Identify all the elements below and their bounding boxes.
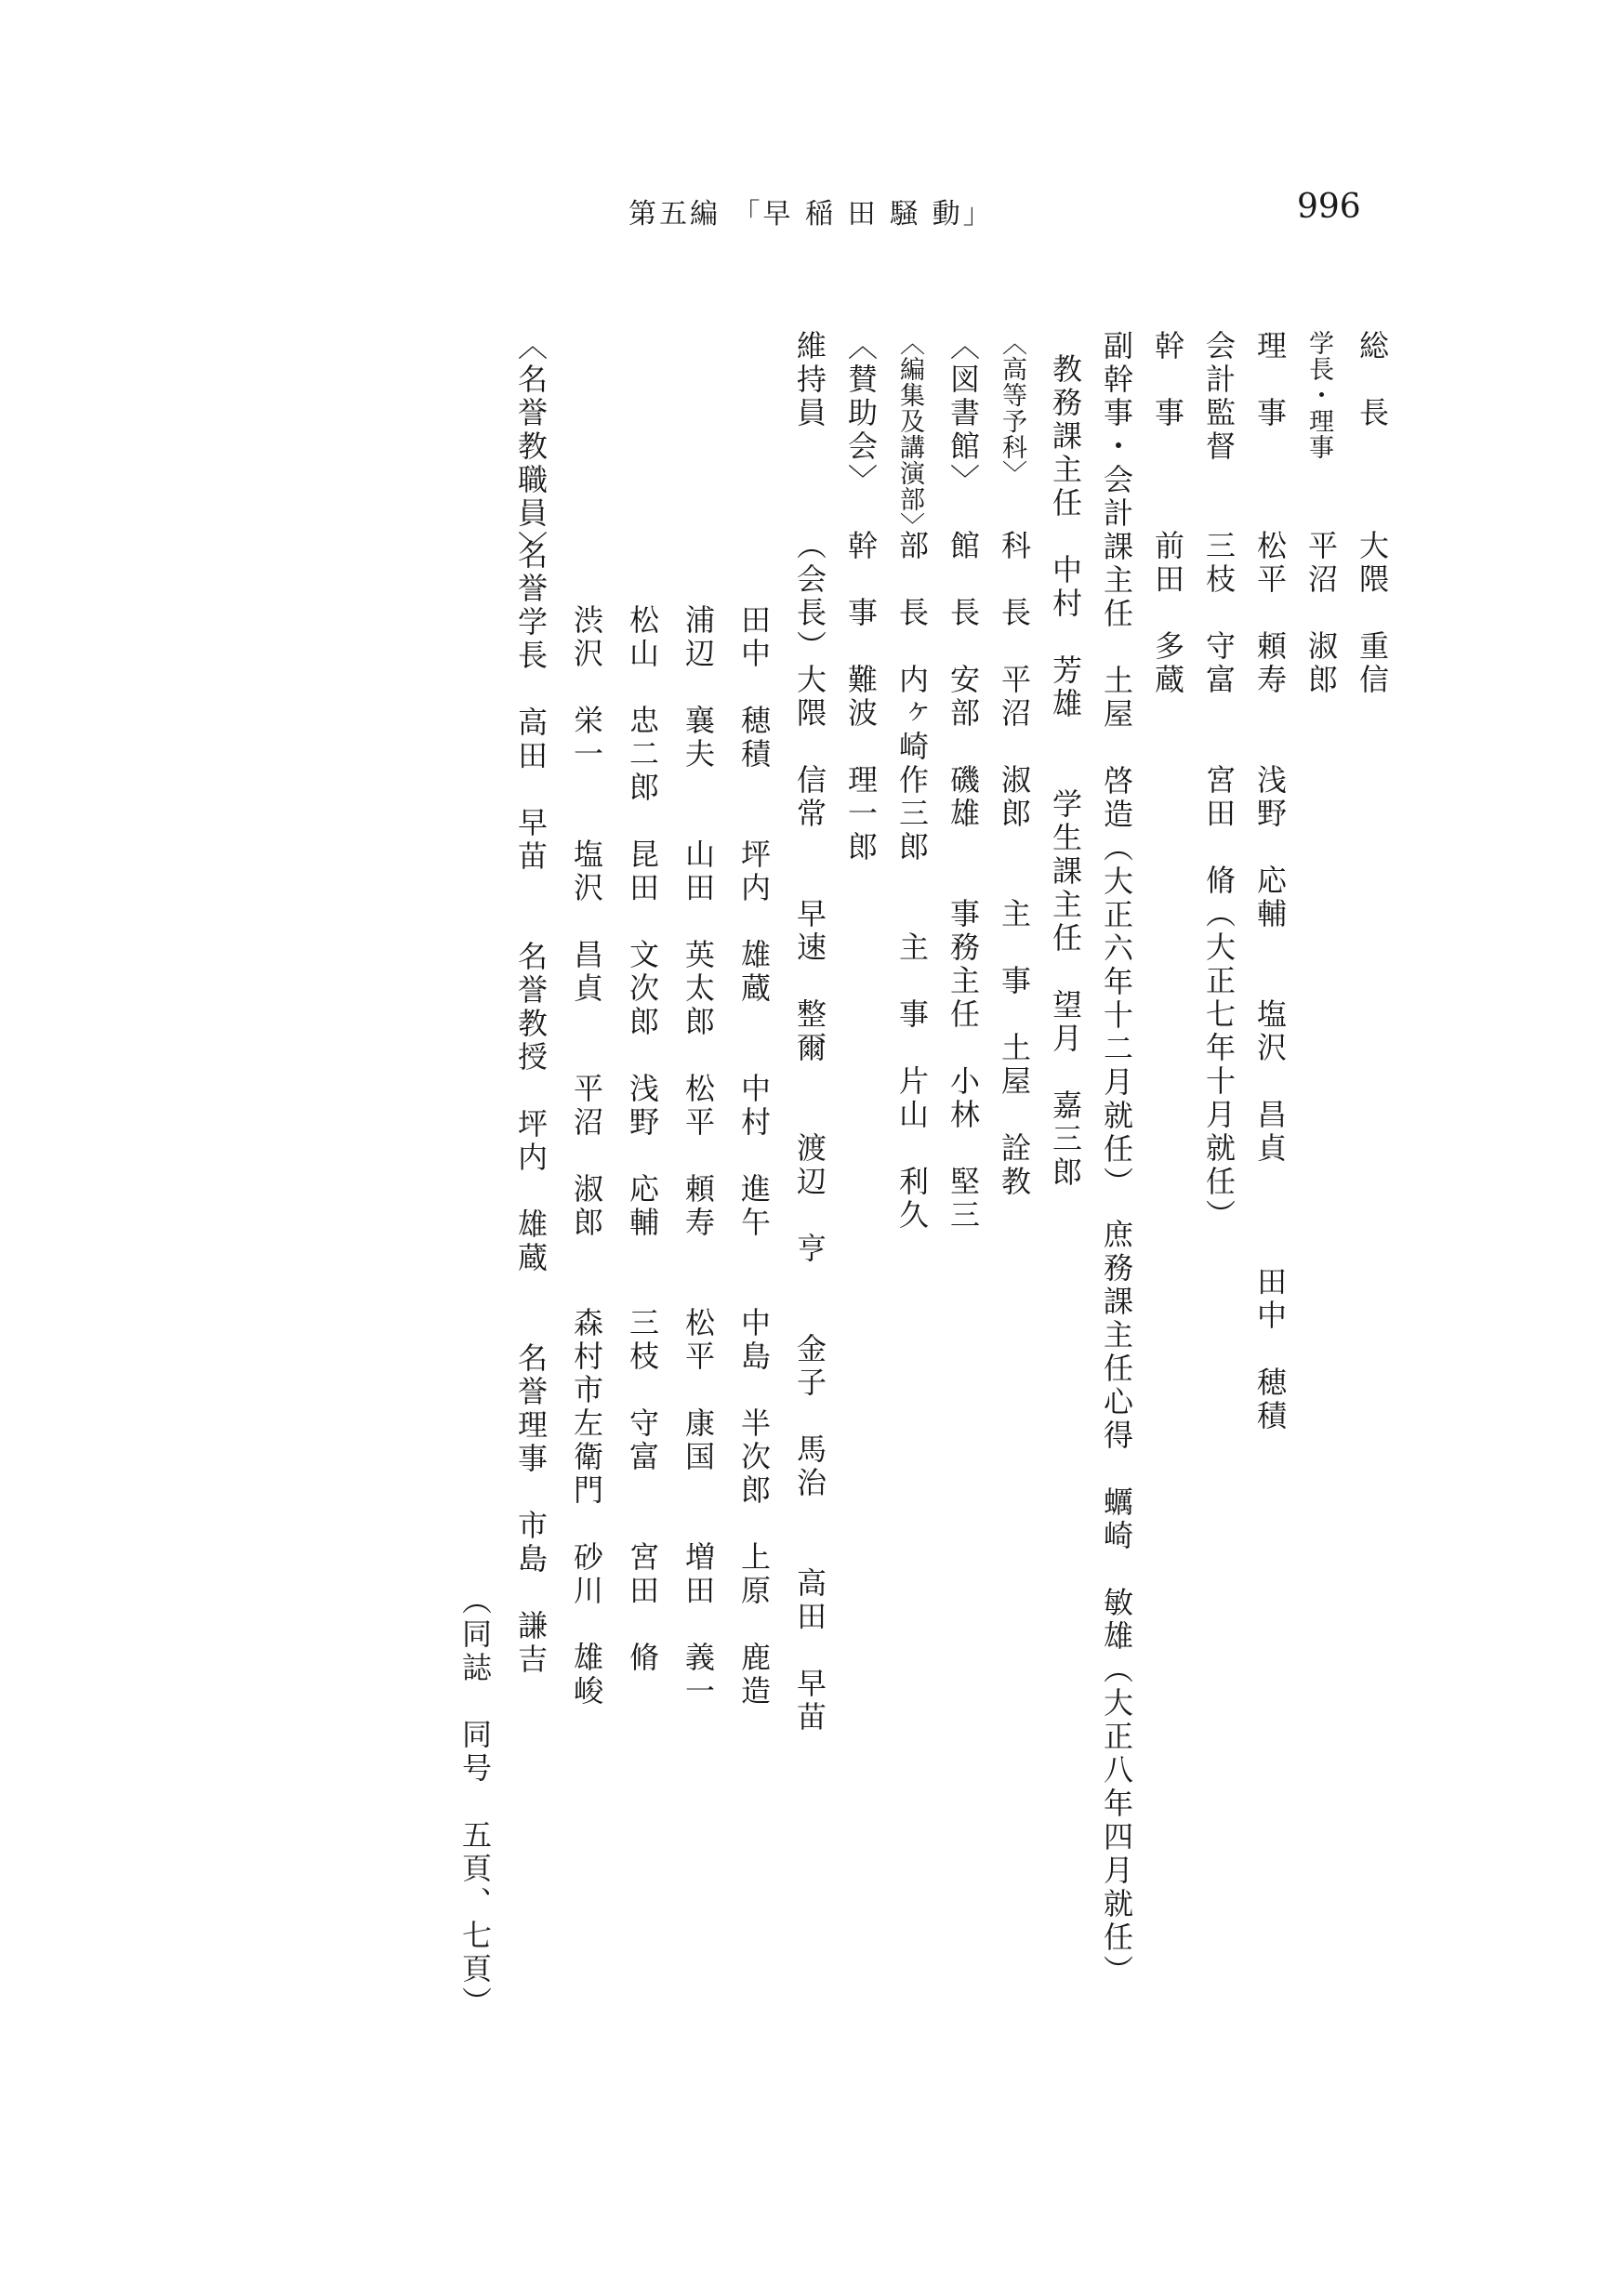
text-column-10-segment-0: 〈賛助会〉 (843, 330, 879, 497)
text-column-9-segment-0: 〈編集及講演部〉 (895, 330, 924, 538)
text-column-11-segment-0: 維持員 (792, 330, 827, 430)
text-column-11-segment-1: （会長）大隈 信常 早速 整爾 渡辺 亨 金子 馬治 高田 早苗 (792, 530, 827, 1735)
text-column-8-segment-0: 〈図書館〉 (946, 330, 981, 497)
text-column-8-segment-1: 館 長 安部 磯雄 事務主任 小林 堅三 (946, 530, 981, 1233)
text-column-17-segment-0: （同誌 同号 五頁、七頁） (457, 1585, 493, 2020)
running-head: 第五編 「早 稲 田 騒 動」 (628, 198, 994, 231)
text-column-16-segment-1: 名誉学長 高田 早苗 名誉教授 坪内 雄蔵 名誉理事 市島 謙吉 (513, 539, 549, 1677)
text-column-7-segment-1: 科 長 平沼 淑郎 主 事 土屋 詮教 (997, 530, 1032, 1199)
text-column-1-segment-1: 平沼 淑郎 (1303, 530, 1339, 697)
text-column-9-segment-1: 部 長 内ヶ崎作三郎 主 事 片山 利久 (894, 530, 930, 1233)
text-column-10-segment-1: 幹 事 難波 理一郎 (843, 530, 879, 864)
page-number: 996 (1297, 188, 1361, 226)
text-column-0-segment-1: 大隈 重信 (1355, 530, 1390, 697)
text-column-1-segment-0: 学長・理事 (1304, 330, 1333, 460)
text-column-13-segment-0: 浦辺 襄夫 山田 英太郎 松平 頼寿 松平 康国 増田 義一 (681, 604, 716, 1709)
text-column-4-segment-0: 幹 事 (1150, 330, 1185, 430)
text-column-2-segment-1: 松平 頼寿 浅野 応輔 塩沢 昌貞 田中 穂積 (1252, 530, 1288, 1433)
text-column-2-segment-0: 理 事 (1252, 330, 1288, 430)
text-column-3-segment-0: 会計監督 (1201, 330, 1237, 464)
text-column-4-segment-1: 前田 多蔵 (1150, 530, 1185, 697)
text-column-6-segment-0: 教務課主任 中村 芳雄 学生課主任 望月 嘉三郎 (1048, 353, 1083, 1190)
text-column-3-segment-1: 三枝 守富 宮田 脩（大正七年十月就任） (1201, 530, 1237, 1233)
text-column-12-segment-0: 田中 穂積 坪内 雄蔵 中村 進午 中島 半次郎 上原 鹿造 (736, 604, 772, 1709)
text-column-0-segment-0: 総 長 (1355, 330, 1390, 430)
text-column-14-segment-0: 松山 忠二郎 昆田 文次郎 浅野 応輔 三枝 守富 宮田 脩 (625, 604, 660, 1675)
text-column-16-segment-0: 〈名誉教職員〉 (513, 330, 549, 564)
text-column-15-segment-0: 渋沢 栄一 塩沢 昌貞 平沼 淑郎 森村市左衛門 砂川 雄峻 (569, 604, 604, 1709)
text-column-5-segment-0: 副幹事・会計課主任 土屋 啓造（大正六年十二月就任） 庶務課主任心得 蠣崎 敏雄（大正八年四月就任） (1099, 330, 1134, 1988)
text-column-7-segment-0: 〈高等予科〉 (998, 330, 1026, 486)
